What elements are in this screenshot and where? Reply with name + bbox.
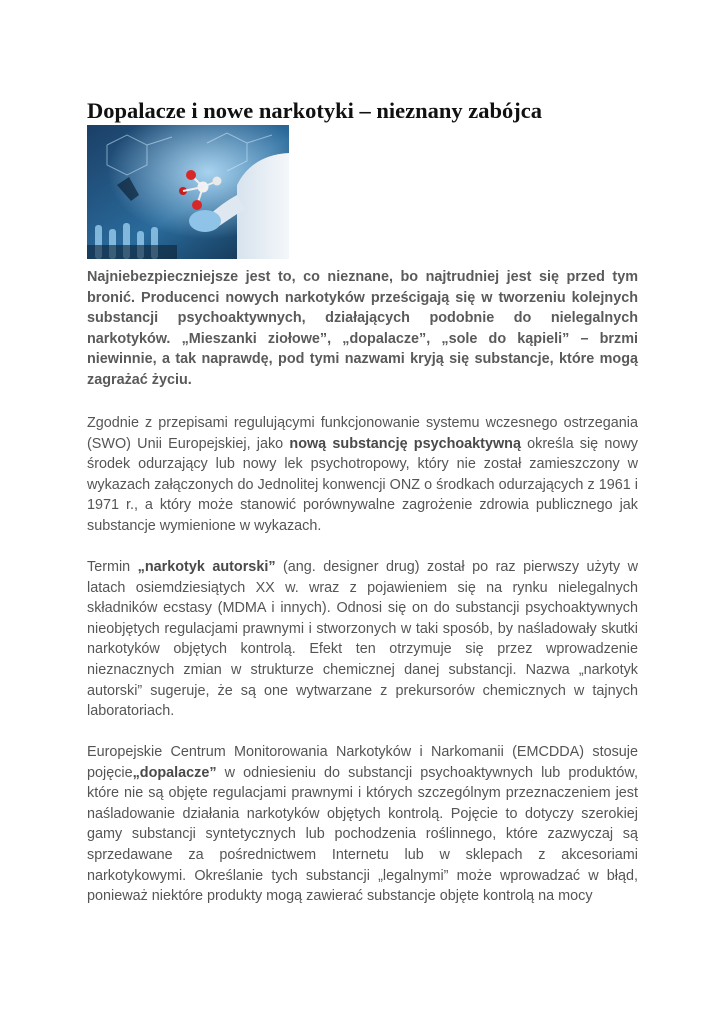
- paragraph-swo-text-before: Zgodnie z przepisami regulującymi funkcjonowanie systemu wczesnego ostrzegania (SWO) Unii Europejskiej, jako: [87, 415, 638, 452]
- paragraph-designer-drug-text-after: (ang. designer drug) został po raz pierwszy użyty w latach osiemdziesiątych XX w. wraz z pojawieniem się na rynku nielegalnych składników ecstasy (MDMA i innych). Odnosi się on do substancji psychoaktywnych nieobjętych regulacjami prawnymi i stworzonych w taki sposób, by naśladowały skutki narkotyków objętych kontrolą. Efekt ten otrzymuje się przez wprowadzenie nieznacznych zmian w strukturze chemicznej danej substancji. Nazwa „narkotyk autorski” sugeruje, że są one wytwarzane z prekursorów chemicznych w tajnych laboratoriach.: [87, 559, 638, 720]
- lead-paragraph: Najniebezpieczniejsze jest to, co nieznane, bo najtrudniej jest się przed tym bronić. Producenci nowych narkotyków prześcigają się w tworzeniu kolejnych substancji psychoaktywnych, działających podobnie do nielegalnych narkotyków. „Mieszanki ziołowe”, „dopalacze”, „sole do kąpieli” – brzmi niewinnie, a tak naprawdę, pod tymi nazwami kryją się substancje, które mogą zagrażać życiu.: [87, 269, 638, 388]
- paragraph-emcdda-bold-term: „dopalacze”: [132, 764, 217, 781]
- paragraph-swo-bold-term: nową substancję psychoaktywną: [289, 435, 521, 452]
- paragraph-swo-text-after: określa się nowy środek odurzający lub nowy lek psychotropowy, który nie został zamieszczony w wykazach załączonych do Jednolitej konwencji ONZ o środkach odurzających z 1961 i 1971 r., a który może stanowić porównywalne zagrożenie zdrowia publicznego jak substancje wymienione w wykazach.: [87, 435, 638, 534]
- lab-photo: [87, 125, 289, 259]
- paragraph-swo: [87, 413, 638, 537]
- page-title: Dopalacze i nowe narkotyki – nieznany zabójca: [87, 98, 542, 123]
- paragraph-emcdda-text-after: w odniesieniu do substancji psychoaktywnych lub produktów, które nie są objęte regulacjami prawnymi i których szczególnym przeznaczeniem jest naśladowanie działania narkotyków objętych kontrolą. Pojęcie to dotyczy szerokiej gamy substancji syntetycznych lub pochodzenia roślinnego, które zazwyczaj są sprzedawane za pośrednictwem Internetu lub w sklepach z akcesoriami narkotykowymi. Określanie tych substancji „legalnymi” może wprowadzać w błąd, ponieważ niektóre produkty mogą zawierać substancje objęte kontrolą na mocy: [87, 764, 638, 905]
- paragraph-designer-drug-text-before: Termin: [87, 559, 138, 575]
- paragraph-emcdda-text-before: Europejskie Centrum Monitorowania Narkotyków i Narkomanii (EMCDDA) stosuje pojęcie: [87, 744, 638, 781]
- paragraph-designer-drug-bold-term: „narkotyk autorski”: [137, 559, 276, 575]
- paragraph-emcdda: [87, 742, 638, 907]
- paragraph-designer-drug: [87, 557, 638, 722]
